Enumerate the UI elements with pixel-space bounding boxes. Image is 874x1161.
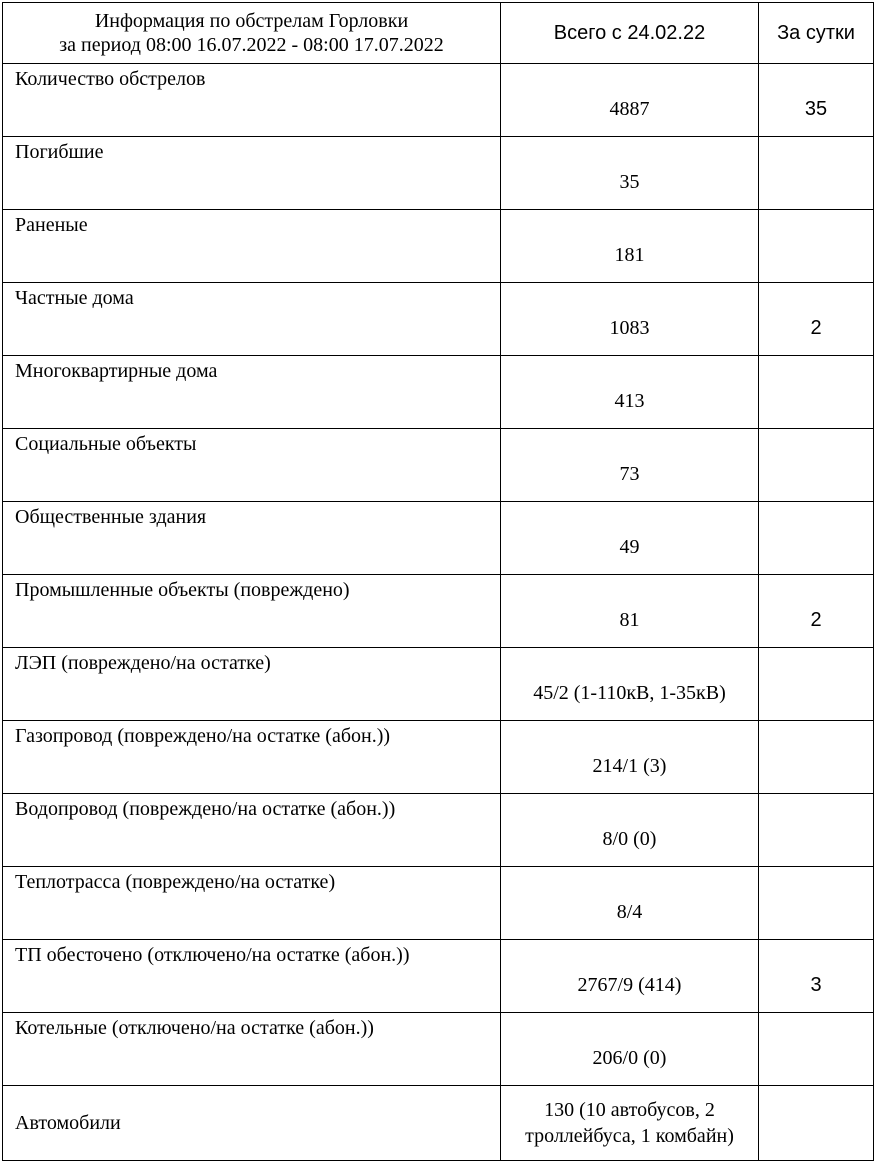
row-label: Общественные здания: [3, 502, 501, 575]
row-label: Теплотрасса (повреждено/на остатке): [3, 867, 501, 940]
row-label: Количество обстрелов: [3, 64, 501, 137]
table-row: [3, 356, 874, 429]
table-row: [3, 137, 874, 210]
row-total: 45/2 (1-110кВ, 1-35кВ): [501, 648, 759, 721]
row-total: 73: [501, 429, 759, 502]
table-row: [3, 210, 874, 283]
row-total: 8/0 (0): [501, 794, 759, 867]
row-label: Котельные (отключено/на остатке (абон.)): [3, 1013, 501, 1086]
row-total: 214/1 (3): [501, 721, 759, 794]
row-total-line-1: 130 (10 автобусов, 2: [544, 1099, 715, 1121]
row-label: Социальные объекты: [3, 429, 501, 502]
row-label: Водопровод (повреждено/на остатке (абон.)): [3, 794, 501, 867]
table-row: [3, 429, 874, 502]
row-day: [759, 137, 874, 210]
table-row: [3, 648, 874, 721]
row-day: 2: [759, 575, 874, 648]
table-row: [3, 502, 874, 575]
row-label: Раненые: [3, 210, 501, 283]
row-total: 181: [501, 210, 759, 283]
table-row: [3, 721, 874, 794]
row-total: 413: [501, 356, 759, 429]
title-line-2: за период 08:00 16.07.2022 - 08:00 17.07.2022: [59, 34, 444, 56]
row-label: Погибшие: [3, 137, 501, 210]
row-day: [759, 794, 874, 867]
row-total: 4887: [501, 64, 759, 137]
row-label: Частные дома: [3, 283, 501, 356]
row-label: ТП обесточено (отключено/на остатке (абон.)): [3, 940, 501, 1013]
table-header-row: [3, 3, 874, 64]
row-day: [759, 721, 874, 794]
table-title: [3, 3, 501, 64]
row-label: ЛЭП (повреждено/на остатке): [3, 648, 501, 721]
row-label: Автомобили: [3, 1086, 501, 1161]
row-day: [759, 1086, 874, 1161]
table-row: [3, 1013, 874, 1086]
row-label: Многоквартирные дома: [3, 356, 501, 429]
table-row: [3, 575, 874, 648]
table-row: [3, 794, 874, 867]
row-total: 8/4: [501, 867, 759, 940]
total-column-header: Всего с 24.02.22: [501, 3, 759, 64]
row-day: [759, 429, 874, 502]
row-label: Промышленные объекты (повреждено): [3, 575, 501, 648]
row-day: 35: [759, 64, 874, 137]
shelling-info-table: [2, 2, 874, 1161]
table-row: [3, 283, 874, 356]
row-total: 49: [501, 502, 759, 575]
table-row: [3, 940, 874, 1013]
row-day: [759, 210, 874, 283]
row-day: [759, 502, 874, 575]
row-total: 2767/9 (414): [501, 940, 759, 1013]
row-total: [501, 1086, 759, 1161]
row-day: 3: [759, 940, 874, 1013]
row-day: [759, 1013, 874, 1086]
row-total: 1083: [501, 283, 759, 356]
row-total-line-2: троллейбуса, 1 комбайн): [525, 1125, 734, 1147]
row-total: 35: [501, 137, 759, 210]
table-row: [3, 64, 874, 137]
row-day: [759, 356, 874, 429]
table-row: [3, 867, 874, 940]
row-total: 81: [501, 575, 759, 648]
table-row: [3, 1086, 874, 1161]
row-day: 2: [759, 283, 874, 356]
row-total: 206/0 (0): [501, 1013, 759, 1086]
row-label: Газопровод (повреждено/на остатке (абон.)): [3, 721, 501, 794]
day-column-header: За сутки: [759, 3, 874, 64]
row-day: [759, 867, 874, 940]
title-line-1: Информация по обстрелам Горловки: [94, 10, 409, 32]
row-day: [759, 648, 874, 721]
